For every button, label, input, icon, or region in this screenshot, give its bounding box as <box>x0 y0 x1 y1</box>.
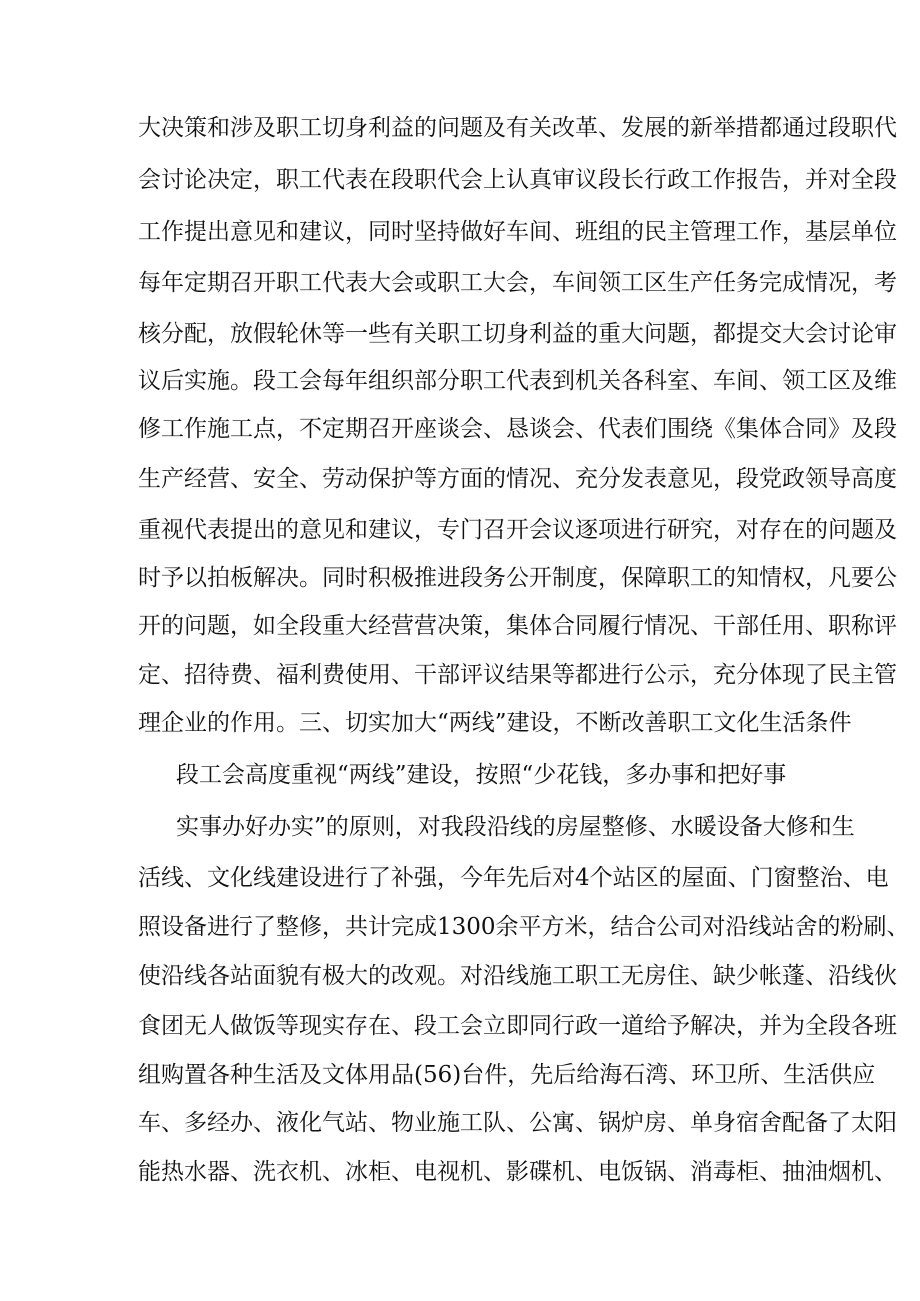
text-line: 会讨论决定，职工代表在段职代会上认真审议段长行政工作报告，并对全段 <box>138 167 897 193</box>
text-line: 重视代表提出的意见和建议，专门召开会议逐项进行研究，对存在的问题及 <box>138 517 897 543</box>
text-line: 生产经营、安全、劳动保护等方面的情况、充分发表意见，段党政领导高度 <box>138 466 897 492</box>
text-line: 食团无人做饭等现实存在、段工会立即同行政一道给予解决，并为全段各班 <box>138 1013 897 1039</box>
text-line: 工作提出意见和建议，同时坚持做好车间、班组的民主管理工作，基层单位 <box>138 219 897 245</box>
paragraph-line: 段工会高度重视“两线”建设，按照“少花钱，多办事和把好事 <box>176 762 787 788</box>
paragraph-line: 实事办好办实”的原则，对我段沿线的房屋整修、水暖设备大修和生 <box>176 814 855 840</box>
text-line: 组购置各种生活及文体用品(56)台件，先后给海石湾、环卫所、生活供应 <box>138 1062 876 1088</box>
text-line: 时予以拍板解决。同时积极推进段务公开制度，保障职工的知情权，凡要公 <box>138 565 897 591</box>
text-line: 照设备进行了整修，共计完成1300余平方米，结合公司对沿线站舍的粉刷、 <box>138 914 910 940</box>
text-line: 定、招待费、福利费使用、干部评议结果等都进行公示，充分体现了民主管 <box>138 662 897 688</box>
text-line: 能热水器、洗衣机、冰柜、电视机、影碟机、电饭锅、消毒柜、抽油烟机、 <box>138 1159 897 1185</box>
text-line: 修工作施工点，不定期召开座谈会、恳谈会、代表们围绕《集体合同》及段 <box>138 416 897 442</box>
text-line: 活线、文化线建设进行了补强，今年先后对4个站区的屋面、门窗整治、电 <box>138 865 889 891</box>
text-line: 大决策和涉及职工切身利益的问题及有关改革、发展的新举措都通过段职代 <box>138 115 897 141</box>
text-line: 每年定期召开职工代表大会或职工大会，车间领工区生产任务完成情况，考 <box>138 270 897 296</box>
text-line: 车、多经办、液化气站、物业施工队、公寓、锅炉房、单身宿舍配备了太阳 <box>138 1110 897 1136</box>
text-line: 理企业的作用。三、切实加大“两线”建设，不断改善职工文化生活条件 <box>138 710 852 736</box>
text-line: 使沿线各站面貌有极大的改观。对沿线施工职工无房住、缺少帐蓬、沿线伙 <box>138 963 897 989</box>
text-line: 议后实施。段工会每年组织部分职工代表到机关各科室、车间、领工区及维 <box>138 368 897 394</box>
text-line: 核分配，放假轮休等一些有关职工切身利益的重大问题，都提交大会讨论审 <box>138 321 897 347</box>
text-line: 开的问题，如全段重大经营营决策，集体合同履行情况、干部任用、职称评 <box>138 613 897 639</box>
